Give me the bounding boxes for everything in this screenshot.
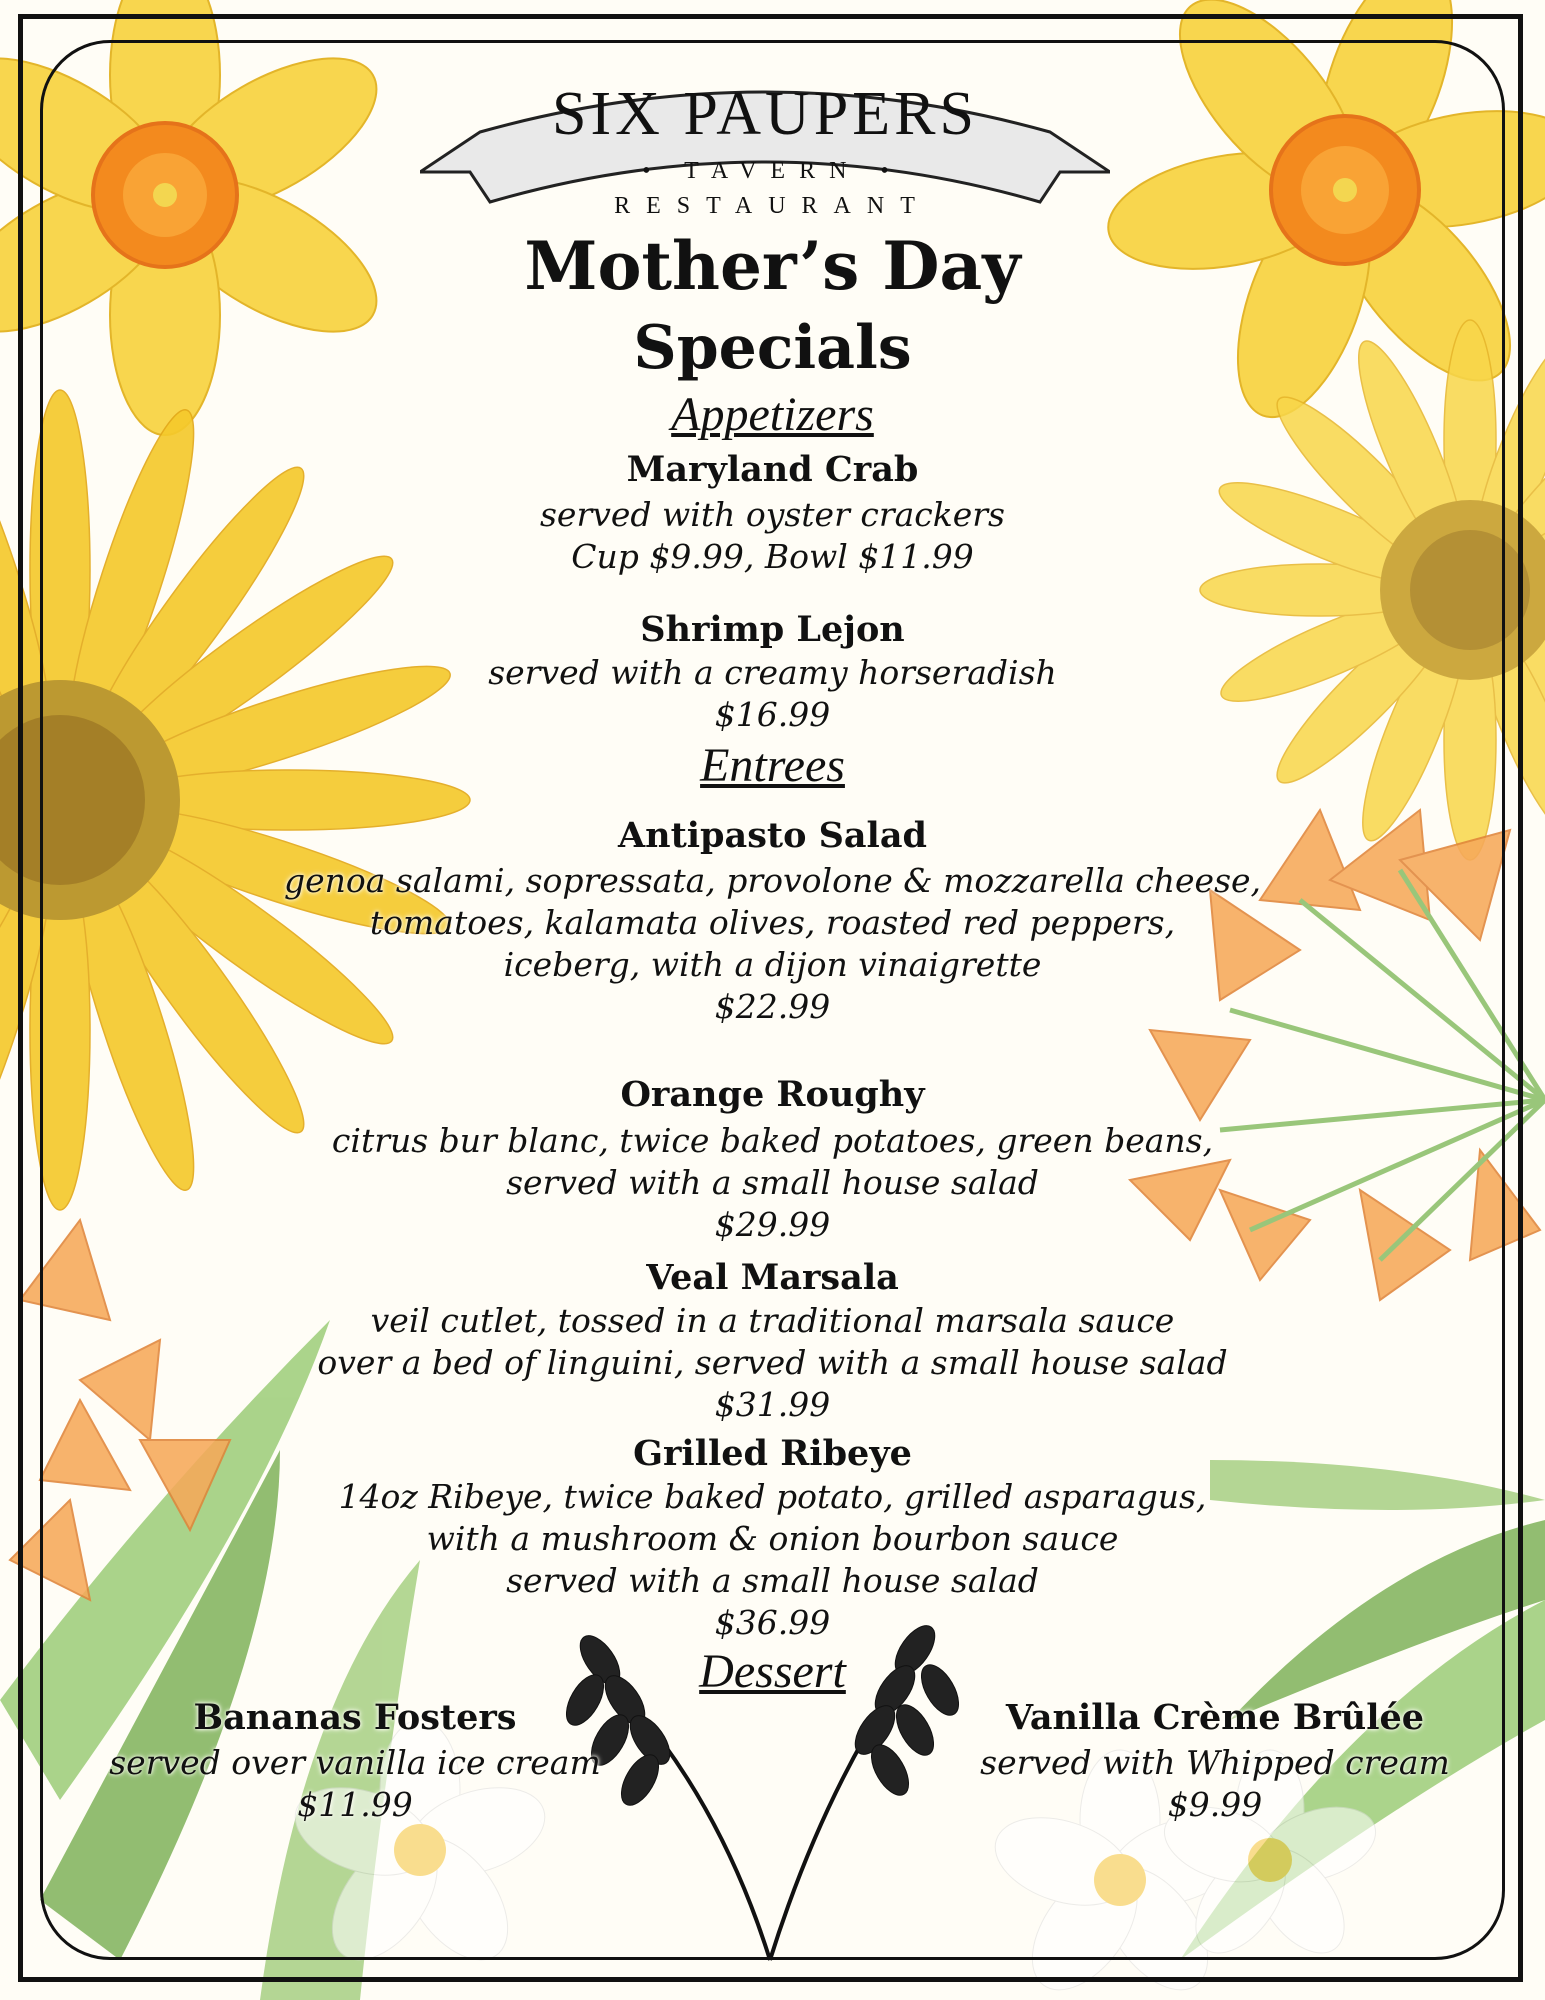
item-name: Shrimp Lejon (640, 609, 905, 650)
item-price: Cup $9.99, Bowl $11.99 (571, 537, 974, 576)
item-description: tomatoes, kalamata olives, roasted red peppers, (369, 903, 1176, 942)
section-heading-entrees: Entrees (700, 739, 845, 792)
item-price: $22.99 (714, 987, 831, 1026)
item-description: served with a creamy horseradish (488, 653, 1057, 692)
page-subtitle: Specials (633, 313, 912, 383)
item-description: served with a small house salad (506, 1163, 1039, 1202)
brand-line-restaurant: RESTAURANT (614, 193, 931, 219)
item-price: $36.99 (714, 1603, 831, 1642)
item-price: $29.99 (714, 1205, 831, 1244)
item-name: Bananas Fosters (193, 1697, 517, 1738)
section-heading-dessert: Dessert (699, 1645, 846, 1698)
item-name: Orange Roughy (620, 1074, 925, 1115)
logo-banner (420, 62, 1110, 212)
item-description: genoa salami, sopressata, provolone & mozzarella cheese, (283, 861, 1262, 900)
dessert-left (100, 1698, 610, 1826)
item-description: served with oyster crackers (540, 495, 1005, 534)
item-price: $11.99 (297, 1785, 413, 1824)
item-description: 14oz Ribeye, twice baked potato, grilled asparagus, (338, 1477, 1207, 1516)
item-description: over a bed of linguini, served with a small house salad (317, 1343, 1228, 1382)
page-title: Mother’s Day (524, 227, 1021, 305)
item-name: Veal Marsala (646, 1257, 899, 1298)
dessert-right (955, 1698, 1475, 1826)
item-name: Grilled Ribeye (633, 1433, 912, 1474)
item-name: Maryland Crab (626, 449, 919, 490)
item-description: served over vanilla ice cream (109, 1743, 601, 1782)
item-name: Antipasto Salad (617, 815, 928, 856)
item-description: with a mushroom & onion bourbon sauce (426, 1519, 1119, 1558)
brand-name: SIX PAUPERS (552, 80, 978, 148)
item-description: citrus bur blanc, twice baked potatoes, green beans, (331, 1121, 1214, 1160)
item-price: $9.99 (1167, 1785, 1263, 1824)
item-description: served with a small house salad (506, 1561, 1039, 1600)
brand-line-tavern: • TAVERN • (642, 158, 903, 184)
item-price: $31.99 (714, 1385, 831, 1424)
item-description: veil cutlet, tossed in a traditional marsala sauce (370, 1301, 1175, 1340)
item-description: served with Whipped cream (980, 1743, 1450, 1782)
section-heading-appetizers: Appetizers (671, 388, 874, 441)
item-price: $16.99 (714, 695, 831, 734)
item-name: Vanilla Crème Brûlée (1005, 1697, 1425, 1738)
item-description: iceberg, with a dijon vinaigrette (503, 945, 1042, 984)
